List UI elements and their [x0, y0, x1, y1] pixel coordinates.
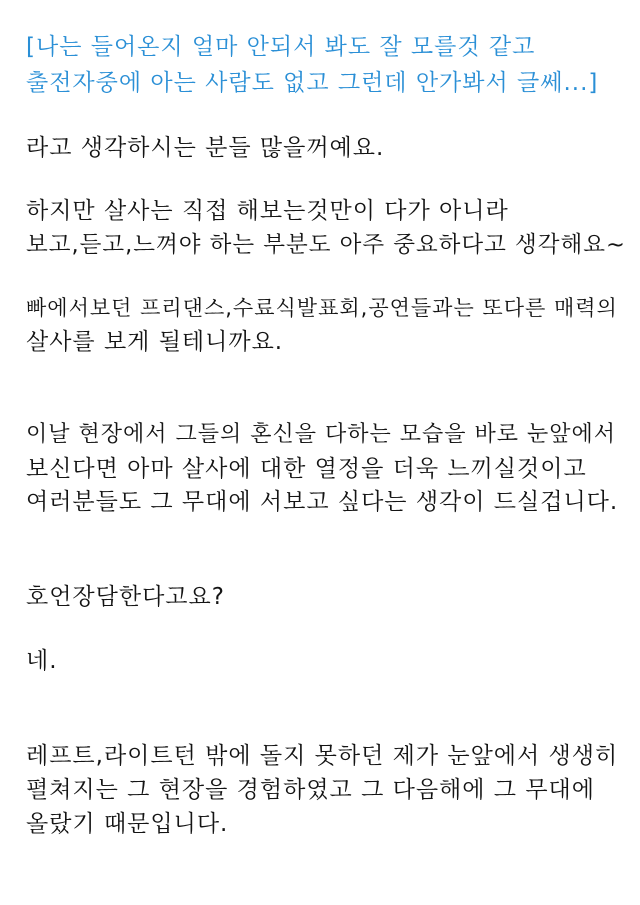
paragraph-4-line-2: 보신다면 아마 살사에 대한 열정을 더욱 느끼실것이고: [26, 456, 587, 482]
paragraph-1: 라고 생각하시는 분들 많을꺼예요.: [26, 135, 385, 161]
quote-line-1: [나는 들어온지 얼마 안되서 봐도 잘 모를것 같고: [26, 34, 536, 60]
paragraph-7-line-1: 레프트,라이트턴 밖에 돌지 못하던 제가 눈앞에서 생생히: [26, 743, 619, 769]
quote-line-2: 출전자중에 아는 사람도 없고 그런데 안가봐서 글쎄...]: [26, 70, 599, 96]
paragraph-3-line-1: 빠에서보던 프리댄스,수료식발표회,공연들과는 또다른 매력의: [26, 296, 618, 320]
paragraph-4-line-1: 이날 현장에서 그들의 혼신을 다하는 모습을 바로 눈앞에서: [26, 422, 617, 447]
paragraph-2-line-1: 하지만 살사는 직접 해보는것만이 다가 아니라: [26, 198, 509, 224]
paragraph-3-line-2: 살사를 보게 될테니까요.: [26, 329, 284, 355]
paragraph-2-line-2: 보고,듣고,느껴야 하는 부분도 아주 중요하다고 생각해요~: [26, 232, 626, 258]
paragraph-4-line-3: 여러분들도 그 무대에 서보고 싶다는 생각이 드실겁니다.: [26, 489, 619, 515]
paragraph-6: 네.: [26, 648, 58, 674]
paragraph-7-line-2: 펼쳐지는 그 현장을 경험하였고 그 다음해에 그 무대에: [26, 777, 595, 803]
paragraph-7-line-3: 올랐기 때문입니다.: [26, 811, 229, 837]
paragraph-5: 호언장담한다고요?: [26, 584, 225, 610]
